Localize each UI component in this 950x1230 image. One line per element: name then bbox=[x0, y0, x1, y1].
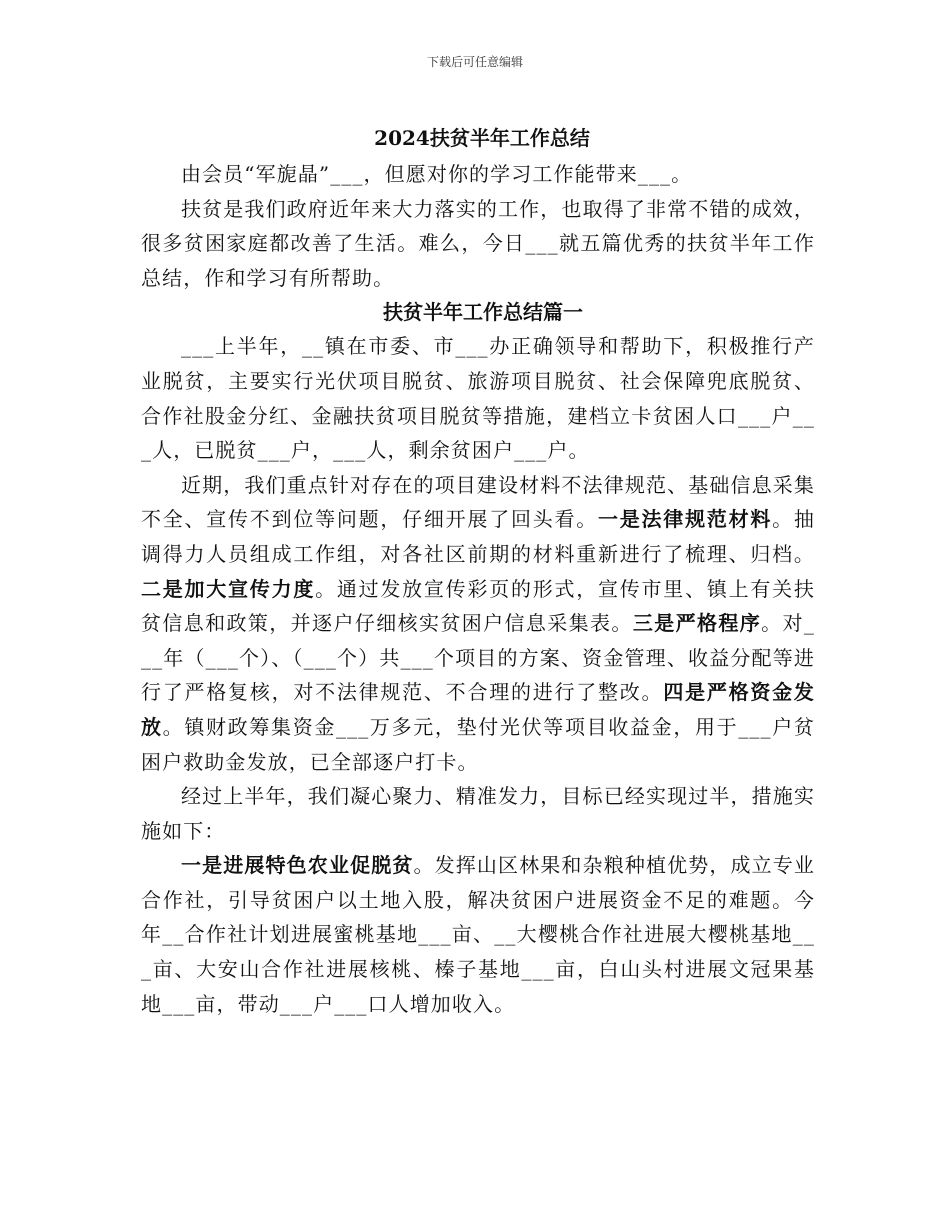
paragraph-2-text-1: 。抽调得力人员组成工作组，对各社区前期的材料重新进行了梳理、归档。 bbox=[141, 507, 815, 566]
paragraph-4 bbox=[141, 848, 815, 1021]
paragraph-4-text-1: 。发挥山区林果和杂粮种植优势，成立专业合作社，引导贫困户以土地入股，解决贫困户进展资金不足的难题。今年__合作社计划进展蜜桃基地___亩、__大樱桃合作社进展大樱桃基地___亩、大安山合作社进展核桃、榛子基地___亩，白山头村进展文冠果基地___亩，带动___户___口人增加收入。 bbox=[141, 853, 815, 1016]
paragraph-2-heading-4: 四是严格资金发放 bbox=[141, 680, 815, 739]
paragraph-2-heading-3: 三是严格程序 bbox=[632, 611, 762, 636]
paragraph-2-heading-2: 二是加大宣传力度 bbox=[141, 576, 316, 601]
document-body bbox=[141, 121, 815, 1021]
paragraph-3: 经过上半年，我们凝心聚力、精准发力，目标已经实现过半，措施实施如下： bbox=[141, 784, 815, 843]
paragraph-2-text-4: 。镇财政筹集资金___万多元，垫付光伏等项目收益金，用于___户贫困户救助金发放，已全部逐户打卡。 bbox=[141, 714, 815, 774]
paragraph-2-text-2: 。通过发放宣传彩页的形式，宣传市里、镇上有关扶贫信息和政策，并逐户仔细核实贫困户信息采集表。 bbox=[141, 576, 815, 636]
paragraph-4-heading-1: 一是进展特色农业促脱贫 bbox=[181, 853, 414, 878]
paragraph-2 bbox=[141, 468, 815, 779]
paragraph-2-text-0: 近期，我们重点针对存在的项目建设材料不法律规范、基础信息采集不全、宣传不到位等问题，仔细开展了回头看。 bbox=[141, 472, 815, 532]
paragraph-2-heading-1: 一是法律规范材料 bbox=[598, 507, 773, 532]
document-title: 2024扶贫半年工作总结 bbox=[374, 126, 590, 150]
paragraph-2-text-3: 。对___年（___个）、（___个）共___个项目的方案、资金管理、收益分配等进行了严格复核，对不法律规范、不合理的进行了整改。 bbox=[141, 611, 815, 705]
intro-paragraph-1: 由会员“军旎晶”___，但愿对你的学习工作能带来___。 bbox=[181, 162, 693, 186]
section-title: 扶贫半年工作总结篇一 bbox=[383, 300, 583, 325]
header-note: 下载后可任意编辑 bbox=[426, 55, 523, 69]
paragraph-1: ___上半年，__镇在市委、市___办正确领导和帮助下，积极推行产业脱贫，主要实行光伏项目脱贫、旅游项目脱贫、社会保障兜底脱贫、合作社股金分红、金融扶贫项目脱贫等措施，建档立卡贫困人口___户___人，已脱贫___户，___人，剩余贫困户___户。 bbox=[141, 334, 815, 463]
intro-paragraph-2: 扶贫是我们政府近年来大力落实的工作，也取得了非常不错的成效，很多贫困家庭都改善了生活。难么，今日___就五篇优秀的扶贫半年工作总结，作和学习有所帮助。 bbox=[141, 196, 815, 290]
